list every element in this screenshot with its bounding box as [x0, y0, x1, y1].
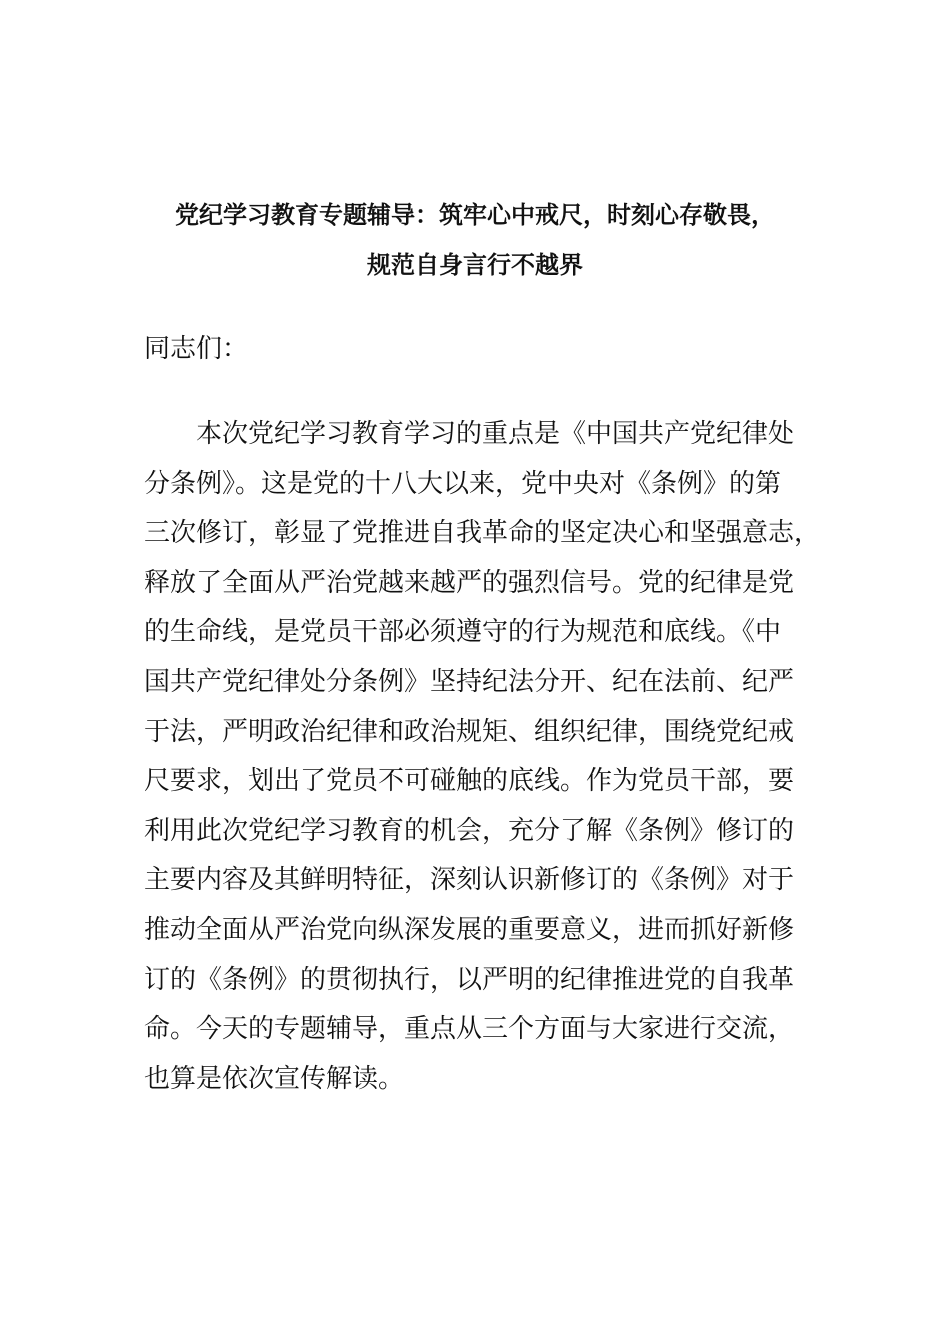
- body-line: 国共产党纪律处分条例》坚持纪法分开、纪在法前、纪严: [144, 666, 795, 697]
- body-line: 推动全面从严治党向纵深发展的重要意义，进而抓好新修: [144, 914, 795, 945]
- salutation: 同志们：: [144, 334, 249, 364]
- document-title: [120, 190, 830, 290]
- body-line: 本次党纪学习教育学习的重点是《中国共产党纪律处: [144, 419, 795, 449]
- body-line: 订的《条例》的贯彻执行，以严明的纪律推进党的自我革: [144, 964, 795, 995]
- body-line: 分条例》。这是党的十八大以来，党中央对《条例》的第: [144, 468, 782, 499]
- body-line: 的生命线，是党员干部必须遵守的行为规范和底线。《中: [144, 617, 782, 648]
- body-line: 三次修订，彰显了党推进自我革命的坚定决心和坚强意志，: [144, 518, 821, 549]
- title-line-1: 党纪学习教育专题辅导：筑牢心中戒尺，时刻心存敬畏，: [175, 201, 775, 229]
- body-line: 利用此次党纪学习教育的机会，充分了解《条例》修订的: [144, 815, 795, 846]
- title-line-2: 规范自身言行不越界: [367, 251, 583, 279]
- body-line: 主要内容及其鲜明特征，深刻认识新修订的《条例》对于: [144, 865, 795, 896]
- body-line: 尺要求，划出了党员不可碰触的底线。作为党员干部，要: [144, 766, 795, 797]
- body-line: 于法，严明政治纪律和政治规矩、组织纪律，围绕党纪戒: [144, 716, 795, 747]
- body-line: 命。今天的专题辅导，重点从三个方面与大家进行交流，: [144, 1014, 795, 1045]
- body-paragraph: [144, 410, 821, 1104]
- body-line: 释放了全面从严治党越来越严的强烈信号。党的纪律是党: [144, 567, 795, 598]
- body-line: 也算是依次宣传解读。: [144, 1063, 405, 1094]
